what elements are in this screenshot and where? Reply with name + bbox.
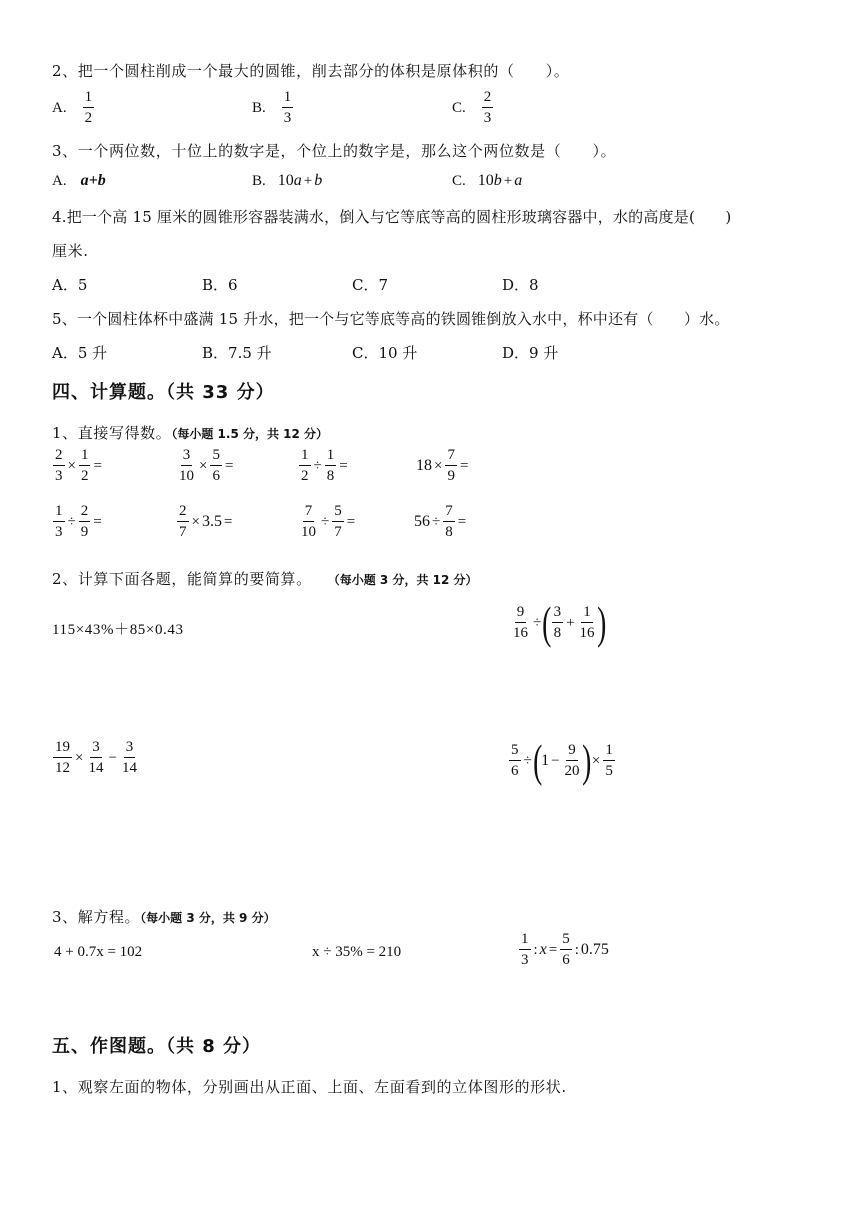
denominator: 14 <box>121 760 137 776</box>
fraction <box>53 448 65 484</box>
denominator: 20 <box>564 763 580 779</box>
numerator: 5 <box>210 448 222 466</box>
operator: × <box>591 752 601 769</box>
fraction <box>511 605 530 641</box>
fraction <box>120 740 139 776</box>
score-note: （每小题 3 分，共 9 分） <box>140 911 276 925</box>
fraction <box>578 605 597 641</box>
operator: × <box>67 457 76 474</box>
numerator: 1 <box>603 743 615 761</box>
decimal-number: 3.5 <box>201 513 222 530</box>
q2-option-c <box>452 90 494 126</box>
denominator: 8 <box>553 625 562 641</box>
plus-sign: + <box>503 172 513 189</box>
calc-expression-3 <box>52 740 140 776</box>
denominator: 10 <box>179 468 194 484</box>
equals-sign: = <box>457 513 467 530</box>
denominator: 3 <box>283 110 292 126</box>
fraction <box>177 504 189 540</box>
part-3-heading <box>52 906 276 927</box>
equation-2: x ÷ 35% = 210 <box>312 944 402 960</box>
equals-sign: = <box>548 941 558 958</box>
q3-option-c <box>452 172 522 190</box>
fraction <box>299 448 311 484</box>
equals-sign: = <box>339 457 348 474</box>
numerator: 3 <box>181 448 193 466</box>
option-label: A. <box>52 172 67 189</box>
fraction <box>552 605 564 641</box>
numerator: 3 <box>124 740 136 758</box>
operator: ÷ <box>321 513 330 530</box>
denominator: 6 <box>212 468 220 484</box>
q4-option-c: C．7 <box>352 276 389 294</box>
fraction <box>325 448 337 484</box>
fraction <box>332 504 344 540</box>
variable: a <box>514 172 523 189</box>
whole-number: 1 <box>541 752 550 769</box>
operator: × <box>434 457 443 474</box>
fraction <box>482 90 494 126</box>
section-5-question-1: 1、观察左面的物体，分别画出从正面、上面、左面看到的立体图形的形状. <box>52 1078 567 1096</box>
q5-option-d: D．9 升 <box>502 344 559 362</box>
denominator: 3 <box>521 952 529 968</box>
numerator: 9 <box>515 605 527 623</box>
operator: ÷ <box>523 752 532 769</box>
denominator: 7 <box>179 524 187 540</box>
numerator: 3 <box>90 740 102 758</box>
coefficient: 10 <box>277 172 294 189</box>
operator: × <box>191 513 200 530</box>
fraction <box>86 740 105 776</box>
equals-sign: = <box>93 457 102 474</box>
part-title: 3、解方程。 <box>52 908 141 926</box>
fraction <box>445 448 457 484</box>
q5-option-c: C．10 升 <box>352 344 418 362</box>
q2-option-a <box>52 90 95 126</box>
numerator: 1 <box>299 448 311 466</box>
calc-expression-1: 115×43%＋85×0.43 <box>52 622 184 638</box>
fraction <box>210 448 222 484</box>
fraction <box>53 504 65 540</box>
denominator: 8 <box>445 524 453 540</box>
variable: b <box>314 172 323 189</box>
mental-r2c4 <box>414 504 468 540</box>
operator: ÷ <box>67 513 76 530</box>
calc-expression-4 <box>508 735 616 786</box>
numerator: 7 <box>445 448 457 466</box>
calc-expression-2 <box>510 597 606 648</box>
numerator: 1 <box>325 448 337 466</box>
numerator: 9 <box>566 743 578 761</box>
denominator: 2 <box>84 110 93 126</box>
mental-r1c3 <box>298 448 350 484</box>
operator: × <box>75 749 84 766</box>
numerator: 3 <box>552 605 564 623</box>
numerator: 19 <box>53 740 72 758</box>
fraction <box>299 504 318 540</box>
fraction <box>560 932 572 968</box>
denominator: 6 <box>511 763 519 779</box>
equals-sign: = <box>223 513 233 530</box>
fraction <box>83 90 95 126</box>
whole-number: 56 <box>414 513 430 530</box>
denominator: 3 <box>55 524 63 540</box>
numerator: 2 <box>177 504 189 522</box>
numerator: 1 <box>83 90 95 108</box>
variable: x <box>539 941 547 958</box>
mental-r2c1 <box>52 504 104 540</box>
equals-sign: = <box>93 513 102 530</box>
q4-option-d: D．8 <box>502 276 539 294</box>
denominator: 9 <box>80 524 89 540</box>
equals-sign: = <box>224 457 234 474</box>
denominator: 9 <box>447 468 455 484</box>
numerator: 1 <box>519 932 531 950</box>
mental-r2c3 <box>298 504 357 540</box>
question-2-text: 2、把一个圆柱削成一个最大的圆锥，削去部分的体积是原体积的（ ）。 <box>52 62 570 80</box>
decimal-number: 0.75 <box>580 941 609 958</box>
option-label: A. <box>52 99 67 116</box>
denominator: 14 <box>88 760 104 776</box>
numerator: 1 <box>282 90 294 108</box>
right-paren: ) <box>581 735 591 786</box>
numerator: 7 <box>443 504 455 522</box>
q4-option-b: B．6 <box>202 276 238 294</box>
numerator: 5 <box>509 743 521 761</box>
fraction <box>282 90 294 126</box>
operator: × <box>199 457 208 474</box>
fraction <box>53 740 72 776</box>
denominator: 3 <box>55 468 63 484</box>
denominator: 6 <box>562 952 570 968</box>
numerator: 2 <box>79 504 91 522</box>
part-2-heading <box>52 568 478 589</box>
fraction <box>509 743 521 779</box>
fraction <box>519 932 531 968</box>
coefficient: 10 <box>477 172 494 189</box>
mental-r1c1 <box>52 448 104 484</box>
fraction <box>79 448 91 484</box>
denominator: 3 <box>483 110 492 126</box>
plus-sign: + <box>566 614 575 631</box>
denominator: 2 <box>301 468 309 484</box>
denominator: 8 <box>326 468 335 484</box>
variable: b <box>493 172 502 189</box>
minus-sign: − <box>551 752 560 769</box>
q4-option-a: A．5 <box>52 276 88 294</box>
option-label: C. <box>452 172 466 189</box>
question-4-line2: 厘米. <box>52 242 89 260</box>
operator: ÷ <box>432 513 441 530</box>
score-note: （每小题 3 分，共 12 分） <box>333 573 478 587</box>
ratio-colon: : <box>533 941 538 958</box>
q3-option-b <box>252 172 322 190</box>
denominator: 16 <box>513 625 528 641</box>
equation-1: 4 + 0.7x = 102 <box>54 944 143 960</box>
mental-r1c2 <box>176 448 235 484</box>
numerator: 1 <box>581 605 593 623</box>
plus-sign: + <box>303 172 313 189</box>
right-paren: ) <box>596 597 606 648</box>
option-label: B. <box>252 172 266 189</box>
fraction <box>603 743 615 779</box>
numerator: 1 <box>79 448 91 466</box>
denominator: 12 <box>55 760 70 776</box>
denominator: 7 <box>334 524 342 540</box>
left-paren: ( <box>532 735 542 786</box>
equals-sign: = <box>346 513 356 530</box>
fraction <box>177 448 196 484</box>
fraction <box>79 504 91 540</box>
section-4-title: 四、计算题。（共 33 分） <box>52 382 275 403</box>
numerator: 5 <box>560 932 572 950</box>
mental-r2c2 <box>176 504 234 540</box>
numerator: 1 <box>53 504 65 522</box>
denominator: 10 <box>301 524 316 540</box>
left-paren: ( <box>542 597 552 648</box>
option-label: B. <box>252 99 266 116</box>
part-title: 1、直接写得数。 <box>52 424 172 442</box>
operator: ÷ <box>533 614 542 631</box>
option-value: a+b <box>80 172 106 189</box>
whole-number: 18 <box>416 457 432 474</box>
mental-r1c4 <box>416 448 470 484</box>
part-title: 2、计算下面各题，能简算的要简算。 <box>52 570 312 588</box>
fraction <box>443 504 455 540</box>
question-3-text: 3、一个两位数，十位上的数字是，个位上的数字是，那么这个两位数是（ ）。 <box>52 142 617 160</box>
q5-option-b: B．7.5 升 <box>202 344 272 362</box>
q3-option-a <box>52 172 106 190</box>
minus-sign: − <box>108 749 117 766</box>
equals-sign: = <box>459 457 469 474</box>
equation-3 <box>518 932 609 968</box>
option-label: C. <box>452 99 466 116</box>
question-4-line1: 4.把一个高 15 厘米的圆锥形容器装满水，倒入与它等底等高的圆柱形玻璃容器中，水的高度是( ) <box>52 208 732 226</box>
score-note: （每小题 1.5 分，共 12 分） <box>171 427 329 441</box>
variable: a <box>293 172 302 189</box>
operator: ÷ <box>313 457 322 474</box>
denominator: 16 <box>579 625 595 641</box>
numerator: 2 <box>53 448 65 466</box>
numerator: 7 <box>303 504 315 522</box>
fraction <box>563 743 582 779</box>
ratio-colon: : <box>574 941 579 958</box>
denominator: 2 <box>80 468 89 484</box>
numerator: 2 <box>482 90 494 108</box>
part-1-heading <box>52 422 328 443</box>
section-5-title: 五、作图题。（共 8 分） <box>52 1036 262 1057</box>
question-5-text: 5、一个圆柱体杯中盛满 15 升水，把一个与它等底等高的铁圆锥倒放入水中，杯中还有（ ）水。 <box>52 310 730 328</box>
numerator: 5 <box>332 504 344 522</box>
q5-option-a: A．5 升 <box>52 344 108 362</box>
q2-option-b <box>252 90 294 126</box>
denominator: 5 <box>605 763 613 779</box>
